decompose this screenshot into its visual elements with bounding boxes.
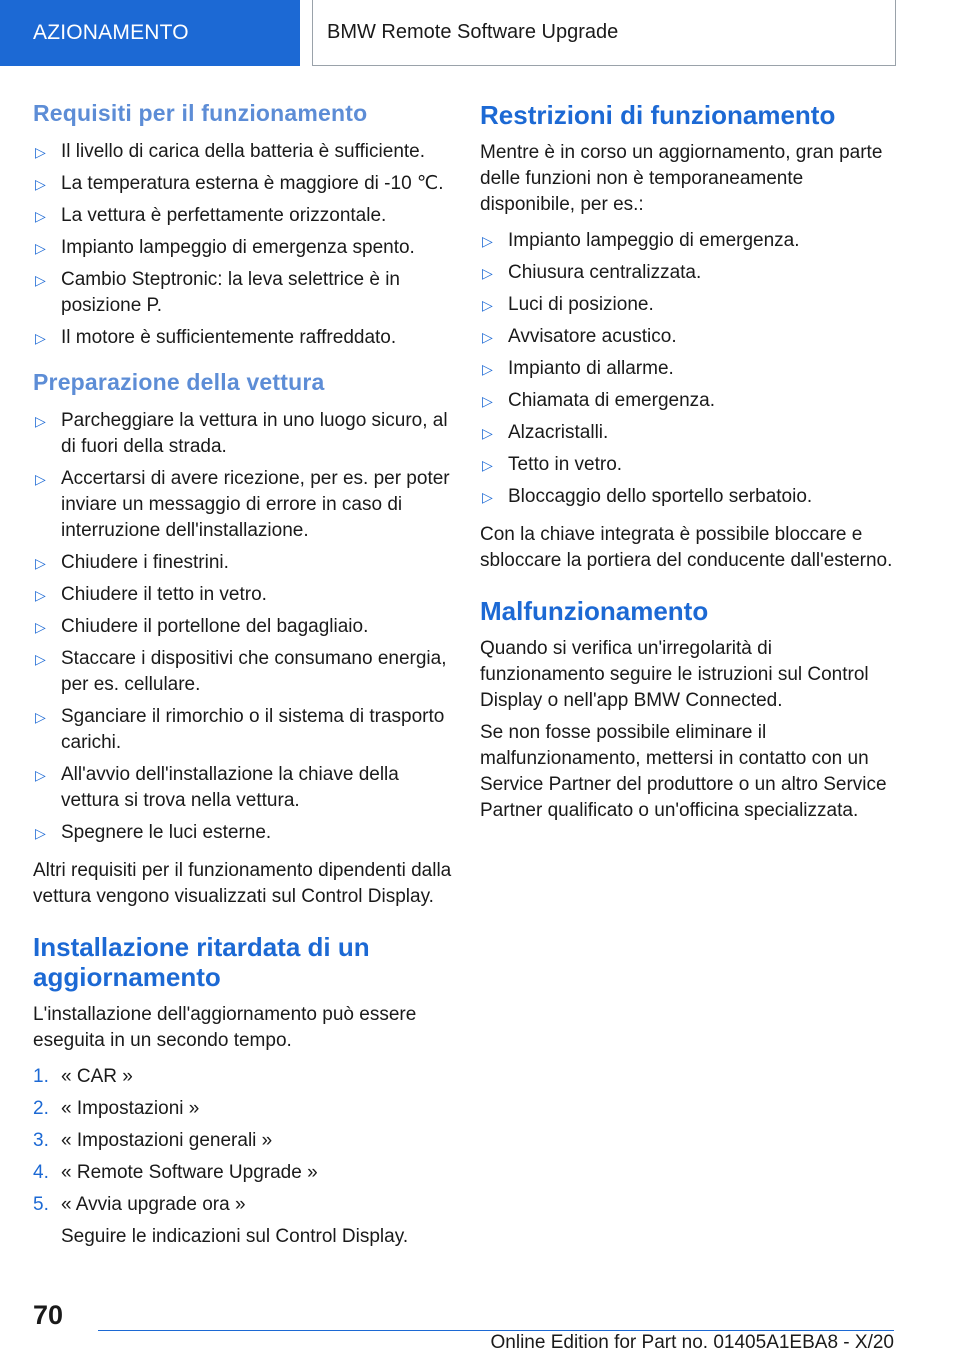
bullet-triangle-icon: ▷ [35,413,46,429]
heading-requirements: Requisiti per il funzionamento [33,100,368,126]
bullet-triangle-icon: ▷ [35,144,46,160]
bullet-triangle-icon: ▷ [35,176,46,192]
list-item: ▷ Avvisatore acustico. [480,324,900,350]
bullet-triangle-icon: ▷ [482,457,493,473]
bullet-triangle-icon: ▷ [482,329,493,345]
list-item: ▷ Il livello di carica della batteria è sufficiente. [33,139,453,165]
bullet-triangle-icon: ▷ [35,555,46,571]
bullet-triangle-icon: ▷ [482,361,493,377]
list-item: ▷ La temperatura esterna è maggiore di -10 ℃. [33,171,453,197]
bullet-triangle-icon: ▷ [35,587,46,603]
bullet-triangle-icon: ▷ [35,709,46,725]
bullet-triangle-icon: ▷ [35,825,46,841]
list-item: ▷ Chiudere il tetto in vetro. [33,582,453,608]
list-item: ▷ Chiudere i finestrini. [33,550,453,576]
bullet-triangle-icon: ▷ [35,651,46,667]
footer-edition: Online Edition for Part no. 01405A1EBA8 - X/20 [490,1332,894,1353]
steps-followup: Seguire le indicazioni sul Control Display. [61,1226,409,1247]
bullet-triangle-icon: ▷ [35,767,46,783]
list-item: ▷ Staccare i dispositivi che consumano energia, per es. cellulare. [35,648,447,695]
restrictions-intro: Mentre è in corso un aggiornamento, gran parte delle funzioni non è temporaneamente disponibile, per es.: [480,142,883,215]
list-item: ▷ Chiusura centralizzata. [480,260,900,286]
section-tab: AZIONAMENTO [0,0,300,66]
right-column [480,100,900,830]
bullet-triangle-icon: ▷ [482,265,493,281]
heading-restrictions: Restrizioni di funzionamento [480,100,836,130]
page-number: 70 [33,1300,64,1330]
list-item: ▷ La vettura è perfettamente orizzontale. [33,203,453,229]
step-item: 1. « CAR » [33,1066,133,1087]
heading-delayed-install: Installazione ritardata di un aggiornamento [33,932,370,992]
bullet-triangle-icon: ▷ [35,272,46,288]
preparation-list [33,408,453,846]
bullet-triangle-icon: ▷ [482,233,493,249]
heading-malfunction: Malfunzionamento [480,596,709,626]
bullet-triangle-icon: ▷ [35,471,46,487]
list-item: ▷ Bloccaggio dello sportello serbatoio. [480,484,900,510]
footer-divider [98,1330,894,1331]
bullet-triangle-icon: ▷ [35,619,46,635]
list-item: ▷ Spegnere le luci esterne. [33,820,453,846]
list-item: ▷ Parcheggiare la vettura in uno luogo sicuro, al di fuori della strada. [35,410,448,457]
malfunction-text-2: Se non fosse possibile eliminare il malfunzionamento, mettersi in contatto con un Service Partner del produttore o un altro Service Partner qualificato o un'officina specializzata. [480,722,887,821]
heading-preparation: Preparazione della vettura [33,369,325,395]
list-item: ▷ Sganciare il rimorchio o il sistema di trasporto carichi. [35,706,445,753]
bullet-triangle-icon: ▷ [35,240,46,256]
list-item: ▷ Impianto di allarme. [480,356,900,382]
requirements-list [33,139,453,351]
step-item: 2. « Impostazioni » [33,1098,200,1119]
malfunction-text-1: Quando si verifica un'irregolarità di funzionamento seguire le istruzioni sul Control Display o nell'app BMW Connected. [480,638,869,711]
bullet-triangle-icon: ▷ [35,330,46,346]
list-item: ▷ Impianto lampeggio di emergenza spento. [33,235,453,261]
chapter-title: BMW Remote Software Upgrade [312,0,896,66]
list-item: ▷ Chiudere il portellone del bagagliaio. [33,614,453,640]
list-item: ▷ Il motore è sufficientemente raffreddato. [33,325,453,351]
step-item: 3. « Impostazioni generali » [33,1130,273,1151]
restrictions-list [480,228,900,510]
list-item: ▷ Accertarsi di avere ricezione, per es. per poter inviare un messaggio di errore in caso di interruzione dell'installazione. [35,468,450,541]
list-item: ▷ Luci di posizione. [480,292,900,318]
bullet-triangle-icon: ▷ [482,393,493,409]
left-column [33,100,453,1250]
list-item: ▷ Alzacristalli. [480,420,900,446]
preparation-note: Altri requisiti per il funzionamento dipendenti dalla vettura vengono visualizzati sul Control Display. [33,860,452,907]
list-item: ▷ Tetto in vetro. [480,452,900,478]
list-item: ▷ Cambio Steptronic: la leva selettrice è in posizione P. [35,269,400,316]
bullet-triangle-icon: ▷ [482,297,493,313]
list-item: ▷ All'avvio dell'installazione la chiave della vettura si trova nella vettura. [35,764,399,811]
list-item: ▷ Impianto lampeggio di emergenza. [480,228,900,254]
bullet-triangle-icon: ▷ [482,489,493,505]
step-item: 5. « Avvia upgrade ora » [33,1194,246,1215]
delayed-install-text: L'installazione dell'aggiornamento può essere eseguita in un secondo tempo. [33,1004,417,1051]
restrictions-note: Con la chiave integrata è possibile bloccare e sbloccare la portiera del conducente dall'esterno. [480,524,893,571]
bullet-triangle-icon: ▷ [482,425,493,441]
steps-list [33,1064,453,1218]
step-item: 4. « Remote Software Upgrade » [33,1162,318,1183]
page-header [0,0,960,66]
list-item: ▷ Chiamata di emergenza. [480,388,900,414]
bullet-triangle-icon: ▷ [35,208,46,224]
